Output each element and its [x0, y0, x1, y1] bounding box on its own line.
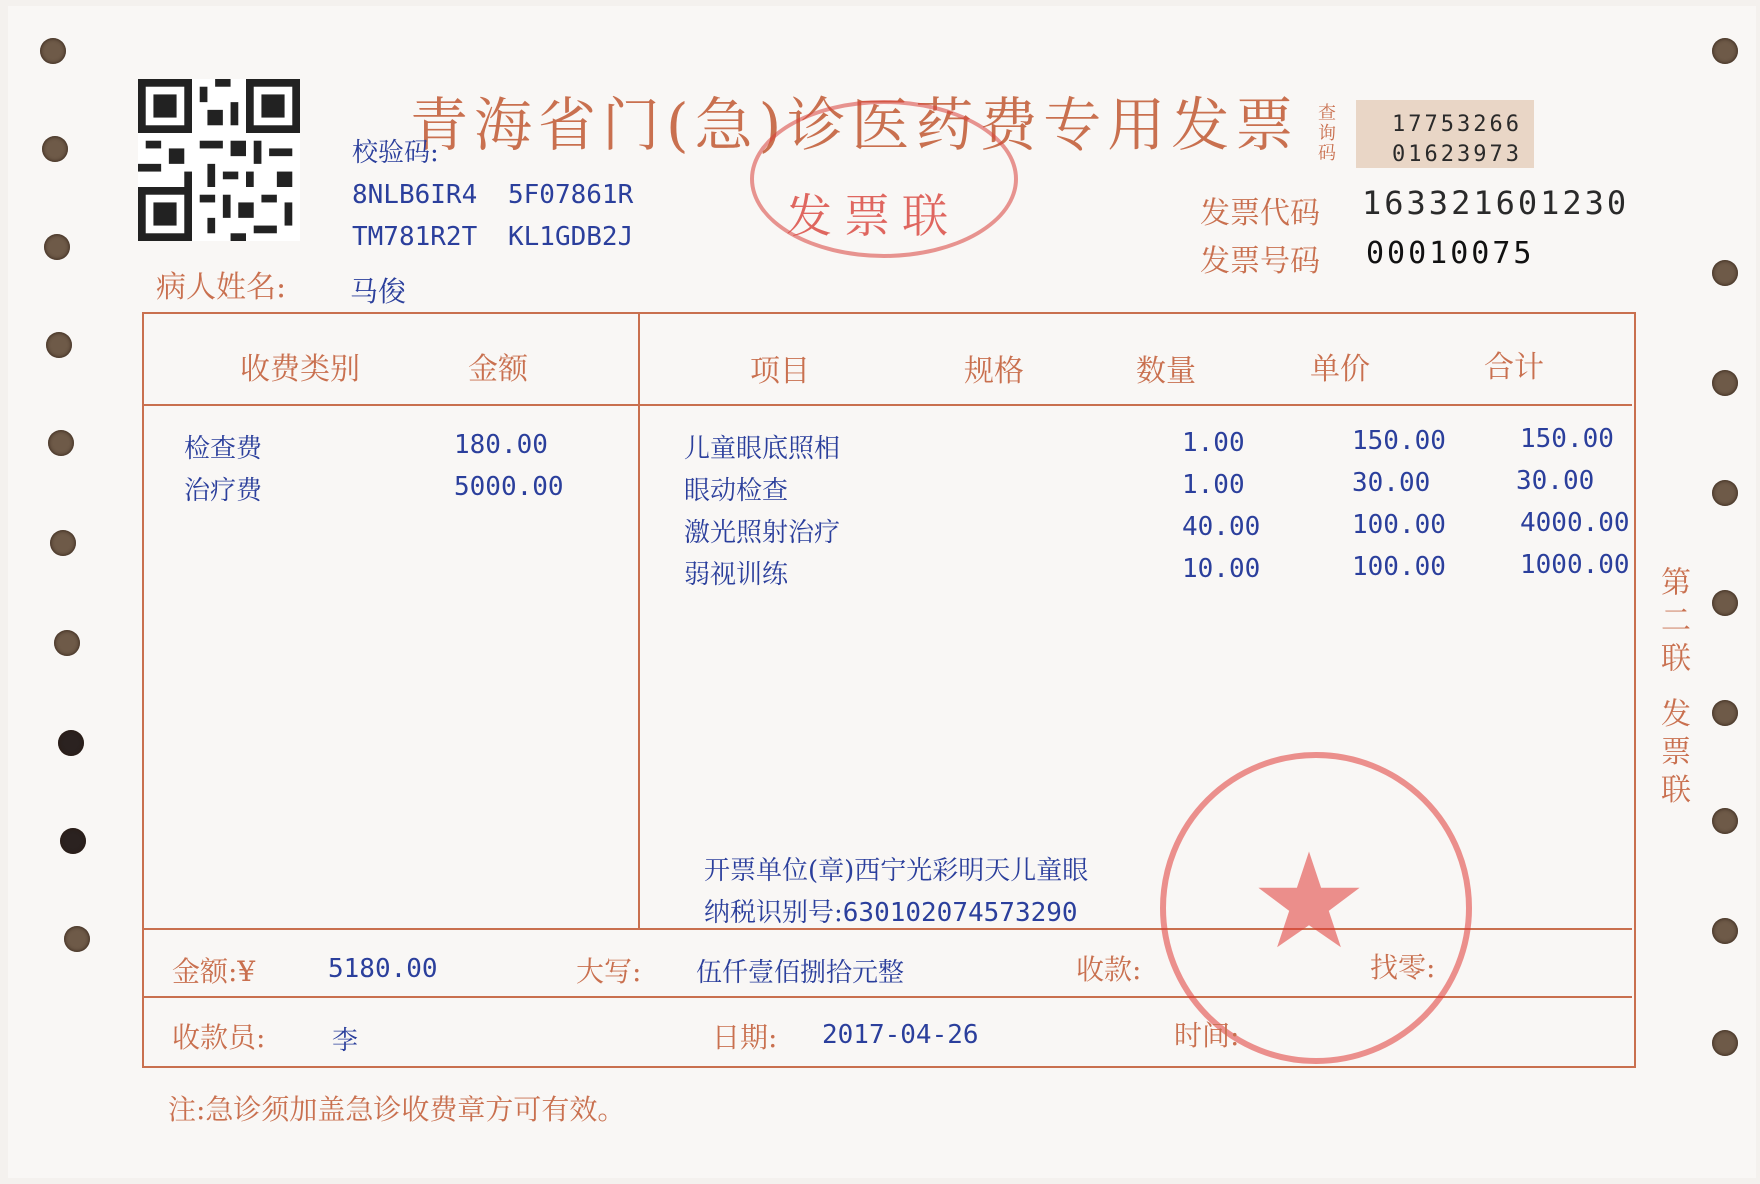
seal-star-icon	[1254, 846, 1364, 956]
invoice-code-value: 163321601230	[1362, 184, 1630, 222]
header-total: 合计	[1484, 350, 1544, 385]
item-qty: 40.00	[1182, 512, 1261, 542]
query-code-char: 查	[1318, 103, 1336, 124]
check-code-4: KL1GDB2J	[508, 222, 634, 252]
tractor-hole	[40, 38, 66, 64]
date-label: 日期:	[712, 1021, 778, 1054]
qr-code	[138, 78, 300, 242]
tractor-hole	[60, 828, 86, 854]
query-code-line-2: 01623973	[1392, 142, 1522, 167]
item-name: 弱视训练	[684, 560, 789, 590]
item-price: 100.00	[1352, 552, 1446, 582]
tractor-hole	[64, 926, 90, 952]
cashier-name: 李	[332, 1026, 359, 1056]
issuer-line	[704, 850, 1088, 887]
tax-line	[704, 892, 1078, 929]
item-total: 4000.00	[1520, 508, 1630, 538]
capital-amount: 伍仟壹佰捌拾元整	[696, 958, 905, 988]
date-value: 2017-04-26	[822, 1020, 979, 1050]
copy-side-label: 第二联 发票联	[1655, 566, 1690, 812]
category-amount: 180.00	[454, 430, 548, 460]
check-code-label: 校验码:	[352, 138, 439, 168]
item-qty: 1.00	[1182, 428, 1245, 458]
total-amount: 5180.00	[328, 954, 438, 984]
tractor-hole	[42, 136, 68, 162]
invoice-number-label: 发票号码	[1200, 244, 1320, 279]
change-label: 找零:	[1370, 951, 1436, 984]
tractor-hole	[1712, 590, 1738, 616]
invoice-title: 青海省门(急)诊医药费专用发票	[410, 91, 1300, 159]
tractor-hole	[1712, 1030, 1738, 1056]
validity-note: 注:急诊须加盖急诊收费章方可有效。	[168, 1093, 626, 1126]
stamp-copy-label: 发票联	[786, 189, 960, 243]
patient-name-label: 病人姓名:	[156, 270, 287, 305]
tractor-hole	[48, 430, 74, 456]
tractor-hole	[46, 332, 72, 358]
category-name: 治疗费	[184, 476, 263, 506]
item-name: 儿童眼底照相	[684, 434, 841, 464]
tractor-hole	[1712, 808, 1738, 834]
invoice-number-value: 00010075	[1366, 236, 1535, 271]
capital-label: 大写:	[576, 955, 642, 988]
issuer-name: 西宁光彩明天儿童眼	[854, 856, 1089, 886]
column-divider	[638, 312, 640, 930]
tractor-hole	[1712, 918, 1738, 944]
tractor-hole	[54, 630, 80, 656]
tax-id-label: 纳税识别号:	[704, 898, 843, 928]
item-total: 30.00	[1516, 466, 1595, 496]
tractor-hole	[50, 530, 76, 556]
item-qty: 1.00	[1182, 470, 1245, 500]
header-category: 收费类别	[240, 352, 360, 387]
cashier-label: 收款员:	[172, 1021, 266, 1054]
item-total: 1000.00	[1520, 550, 1630, 580]
query-code-label	[1318, 104, 1340, 164]
item-name: 眼动检查	[684, 476, 789, 506]
tractor-hole	[44, 234, 70, 260]
item-name: 激光照射治疗	[684, 518, 841, 548]
tractor-hole	[1712, 480, 1738, 506]
header-amount: 金额	[468, 352, 528, 387]
item-price: 100.00	[1352, 510, 1446, 540]
item-price: 30.00	[1352, 468, 1431, 498]
invoice-code-label: 发票代码	[1200, 196, 1320, 231]
amount-label: 金额:¥	[172, 955, 256, 988]
category-amount: 5000.00	[454, 472, 564, 502]
patient-name: 马俊	[350, 275, 407, 308]
item-total: 150.00	[1520, 424, 1614, 454]
query-code-line-1: 17753266	[1392, 112, 1522, 137]
tax-id-value: 630102074573290	[842, 898, 1078, 928]
time-label: 时间:	[1174, 1019, 1240, 1052]
query-code-char: 询	[1318, 123, 1336, 144]
received-label: 收款:	[1076, 953, 1142, 986]
header-price: 单价	[1310, 352, 1370, 387]
check-code-2: 5F07861R	[508, 180, 634, 210]
header-qty: 数量	[1136, 354, 1196, 389]
tractor-hole	[58, 730, 84, 756]
tractor-hole	[1712, 260, 1738, 286]
tractor-hole	[1712, 370, 1738, 396]
header-divider	[142, 404, 1632, 406]
check-code-3: TM781R2T	[352, 222, 478, 252]
header-spec: 规格	[964, 354, 1024, 389]
header-item: 项目	[750, 354, 810, 389]
query-code-char: 码	[1318, 143, 1336, 164]
tractor-hole	[1712, 38, 1738, 64]
category-name: 检查费	[184, 434, 263, 464]
item-qty: 10.00	[1182, 554, 1261, 584]
issuer-label: 开票单位(章)	[704, 856, 855, 886]
item-price: 150.00	[1352, 426, 1446, 456]
tractor-hole	[1712, 700, 1738, 726]
check-code-1: 8NLB6IR4	[352, 180, 478, 210]
